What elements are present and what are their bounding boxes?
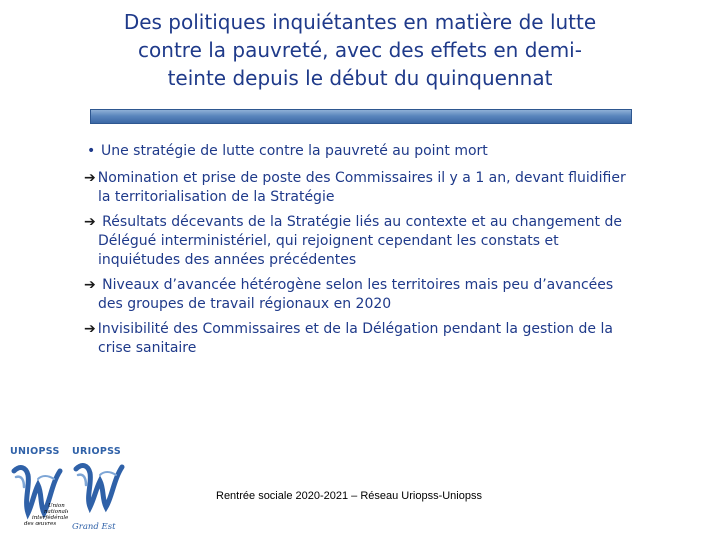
bullet-text: Une stratégie de lutte contre la pauvreté au point mort [101,143,488,159]
logo-name: URIOPSS [72,446,121,457]
slide-title [70,8,650,92]
arrow-item-text: Invisibilité des Commissaires et de la Délégation pendant la gestion de la [97,321,613,337]
right-arrow-icon: ➔ [84,214,96,230]
uniopss-w-mark-icon [10,457,68,531]
title-underline-bar [90,109,632,124]
right-arrow-icon: ➔ [84,321,96,337]
logo-region: Grand Est [72,522,116,532]
logo-small-text: Union nationale interfédérale des œuvres [24,503,68,527]
arrow-item-text: Nomination et prise de poste des Commissaires il y a 1 an, devant fluidifier [97,170,626,186]
title-line-1: Des politiques inquiétantes en matière de lutte [123,10,597,34]
right-arrow-icon: ➔ [84,170,96,186]
arrow-item-text: Délégué interministériel, qui rejoignent cependant les constats et [98,233,559,249]
bullet-dot-icon: • [87,143,96,159]
uriopss-logo [72,446,130,532]
title-line-3: teinte depuis le début du quinquennat [167,66,553,90]
arrow-item-text: Résultats décevants de la Stratégie liés au contexte et au changement de [97,214,622,230]
arrow-item-1 [84,169,684,207]
right-arrow-icon: ➔ [84,277,96,293]
logo-name: UNIOPSS [10,446,60,457]
slide-body [84,142,684,364]
bullet-item [87,142,684,161]
arrow-item-3 [84,276,684,314]
uniopss-logo [10,446,68,532]
slide-footer: Rentrée sociale 2020-2021 – Réseau Uriopss-Uniopss [216,490,482,502]
arrow-item-text: la territorialisation de la Stratégie [98,189,335,205]
arrow-item-text: inquiétudes des années précédentes [98,252,357,268]
uriopss-w-mark-icon [72,457,130,515]
arrow-item-text: crise sanitaire [98,340,197,356]
title-line-2: contre la pauvreté, avec des effets en demi- [138,38,582,62]
arrow-item-4 [84,320,684,358]
arrow-item-text: Niveaux d’avancée hétérogène selon les territoires mais peu d’avancées [97,277,614,293]
arrow-item-2 [84,213,684,270]
arrow-item-text: des groupes de travail régionaux en 2020 [98,296,392,312]
